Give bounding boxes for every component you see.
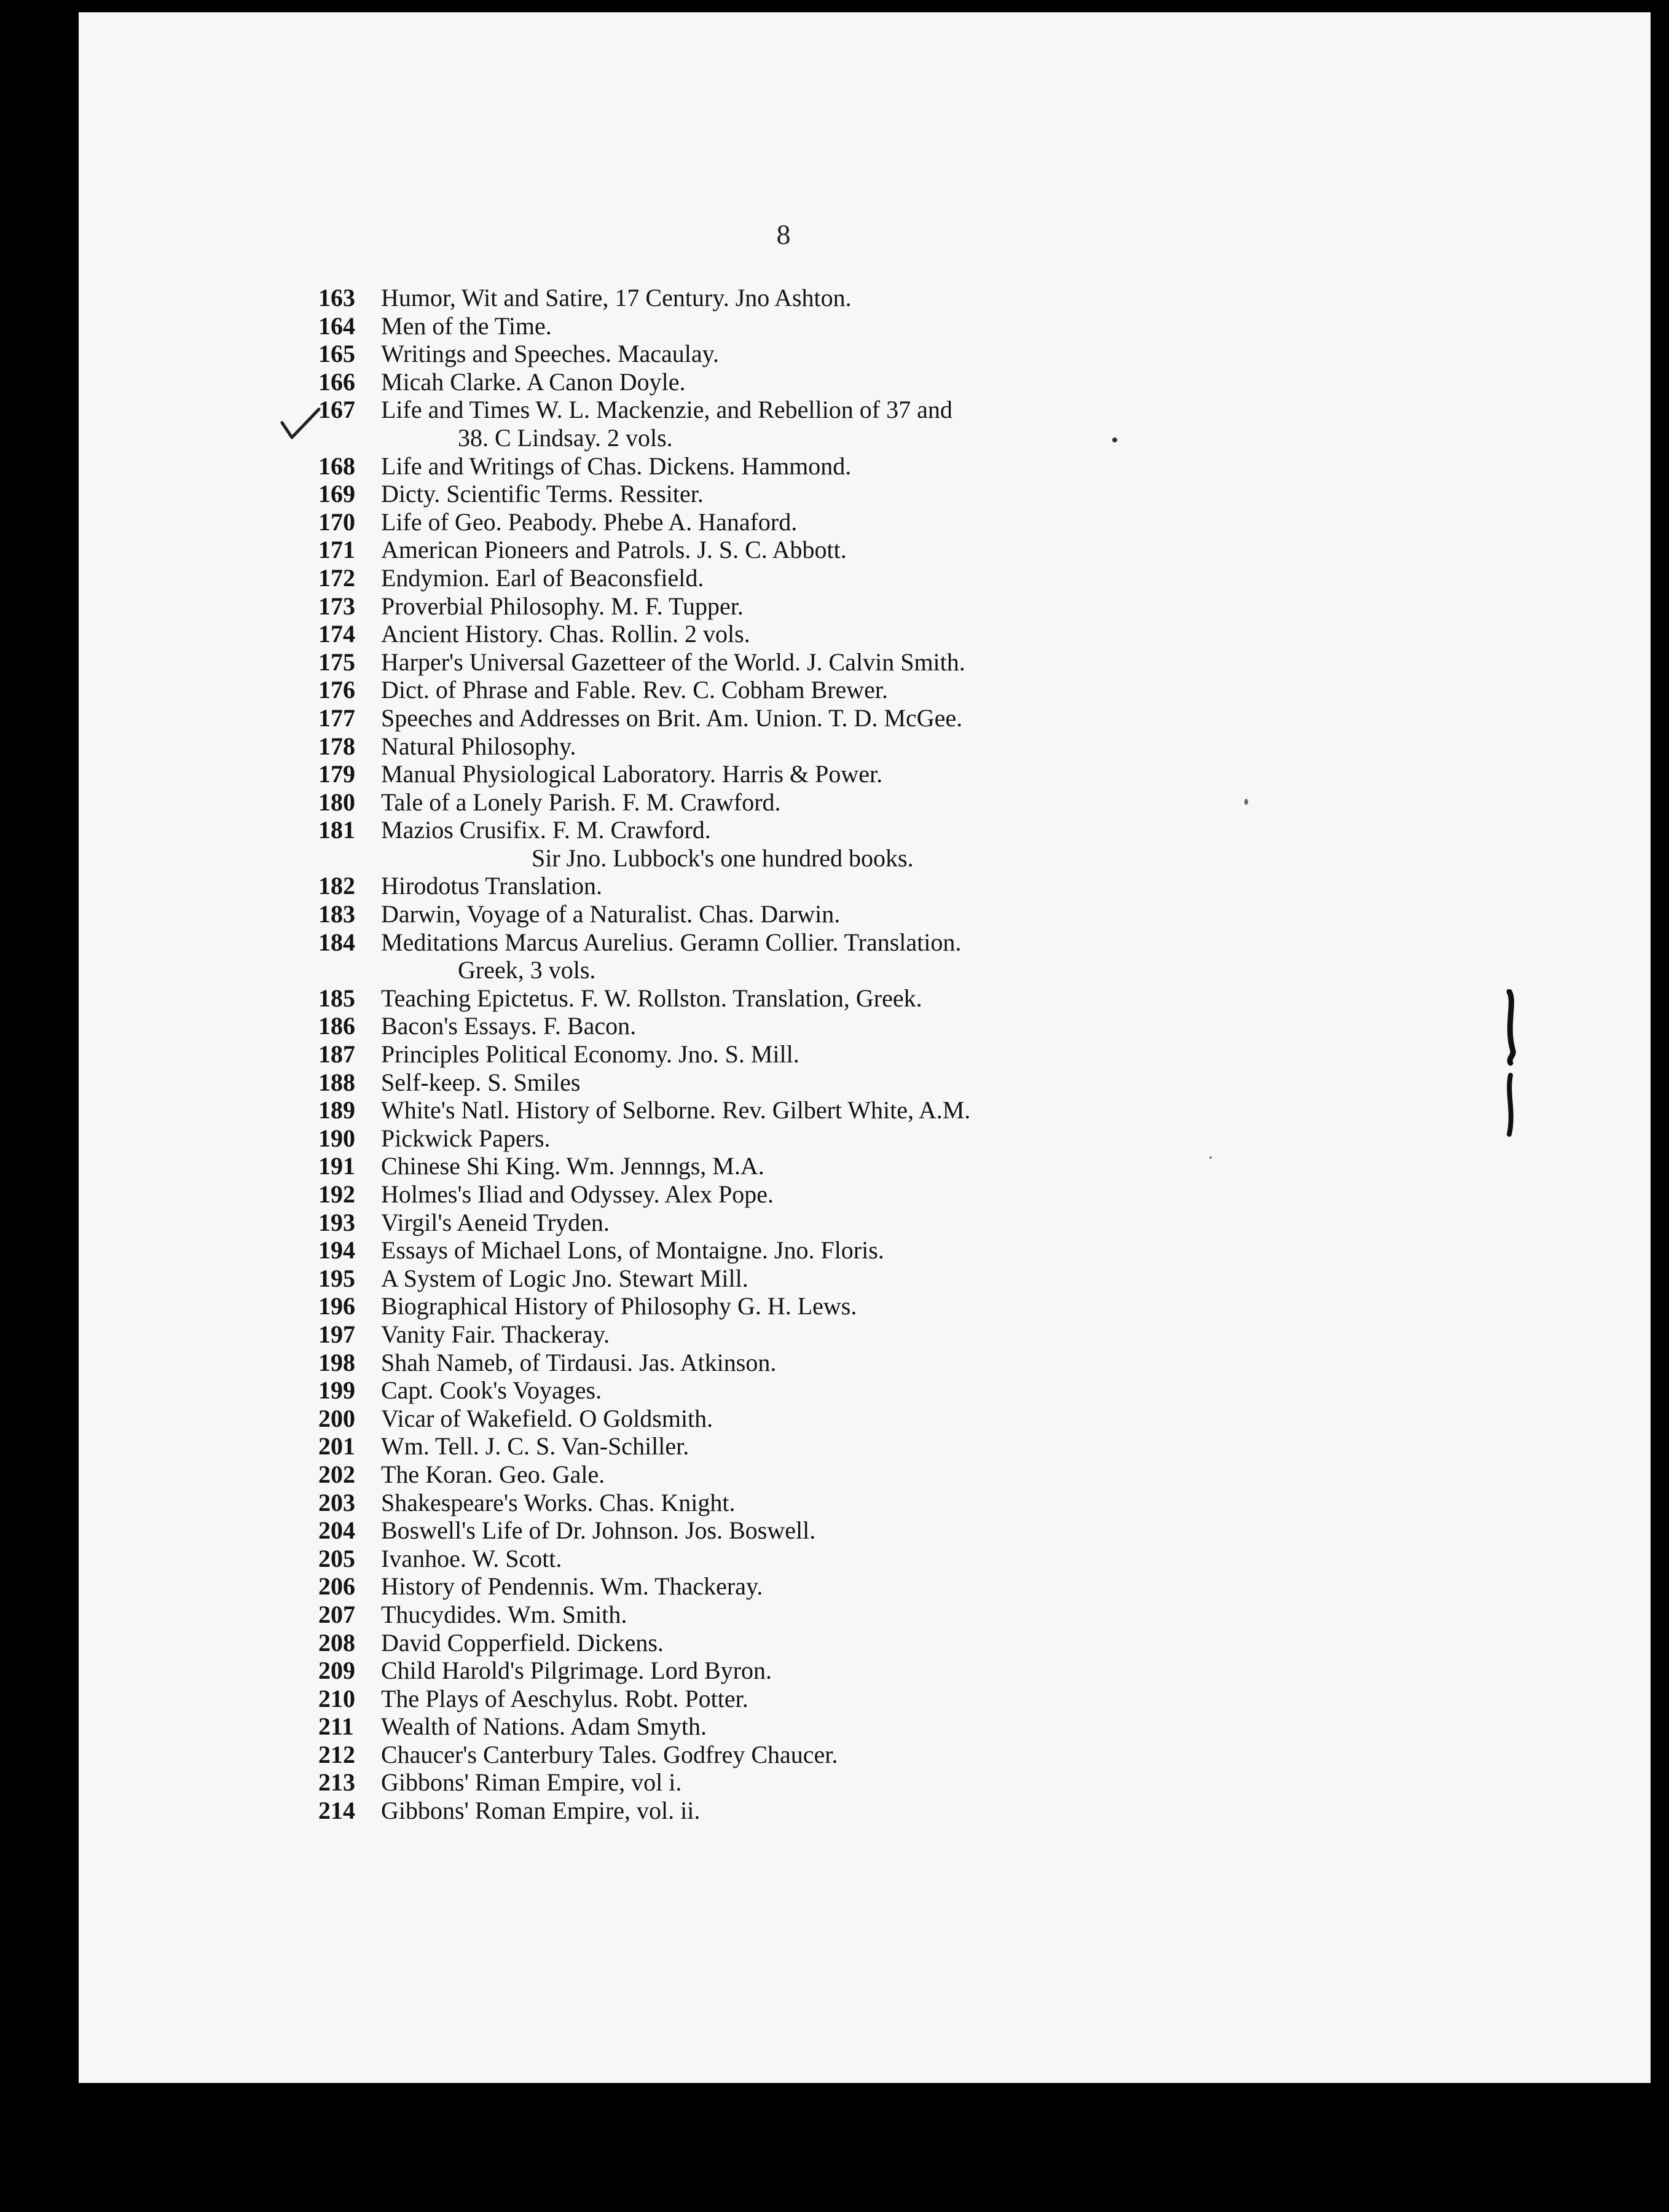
entry-title-line: Life and Writings of Chas. Dickens. Hammond.: [381, 452, 852, 480]
entry-title-line: History of Pendennis. Wm. Thackeray.: [381, 1572, 763, 1601]
catalogue-entry: [307, 1545, 1266, 1573]
entry-text: [381, 1069, 1266, 1097]
catalogue-entry: [307, 900, 1266, 928]
entry-number: 177: [318, 704, 355, 732]
entry-text: [381, 1629, 1266, 1657]
entry-text: [381, 1180, 1266, 1209]
entry-number: 190: [318, 1124, 355, 1152]
entry-title-line: Endymion. Earl of Beaconsfield.: [381, 563, 704, 592]
entry-text: [381, 1712, 1266, 1741]
entry-title-line: Natural Philosophy.: [381, 732, 576, 760]
entry-title-line: Gibbons' Roman Empire, vol. ii.: [381, 1797, 701, 1825]
entry-text: [381, 1096, 1266, 1124]
entry-title-line: Capt. Cook's Voyages.: [381, 1376, 602, 1405]
catalogue-entry: [307, 676, 1266, 704]
entry-title-line: Wm. Tell. J. C. S. Van-Schiller.: [381, 1432, 689, 1461]
entry-title-line: Biographical History of Philosophy G. H. Lews.: [381, 1292, 857, 1320]
entry-number: 179: [318, 760, 355, 788]
entry-title-line: Thucydides. Wm. Smith.: [381, 1600, 627, 1628]
entry-title-line: Vanity Fair. Thackeray.: [381, 1320, 610, 1348]
catalogue-entry: [307, 1601, 1266, 1629]
ink-speck: [1209, 1156, 1212, 1159]
entry-number: 200: [318, 1404, 355, 1432]
entry-title-line: Proverbial Philosophy. M. F. Tupper.: [381, 592, 744, 620]
entry-number: 184: [318, 928, 355, 956]
entry-number: 192: [318, 1180, 355, 1208]
catalogue-entry: [307, 1797, 1266, 1825]
entry-number: 169: [318, 480, 355, 508]
entry-title-line: Men of the Time.: [381, 312, 552, 340]
entry-text: [381, 1489, 1266, 1517]
entry-text: [381, 368, 1266, 396]
entry-number: 166: [318, 367, 355, 396]
entry-number: 212: [318, 1740, 355, 1768]
entry-number: 201: [318, 1432, 355, 1461]
page-number: 8: [776, 219, 791, 250]
entry-text: [381, 592, 1266, 621]
catalogue-entry: [307, 928, 1266, 984]
entry-text: [381, 620, 1266, 648]
entry-number: 165: [318, 340, 355, 368]
entry-number: 210: [318, 1684, 355, 1712]
entry-text: [381, 1040, 1266, 1069]
entry-number: 175: [318, 648, 355, 676]
entry-text: [381, 1797, 1266, 1825]
entry-title-line: Ancient History. Chas. Rollin. 2 vols.: [381, 620, 750, 648]
entry-number: 172: [318, 563, 355, 592]
entry-text: [381, 1685, 1266, 1713]
entry-title-line: Mazios Crusifix. F. M. Crawford.: [381, 816, 711, 844]
section-heading: Sir Jno. Lubbock's one hundred books.: [532, 844, 914, 872]
entry-number: 180: [318, 788, 355, 816]
entry-title-line: Vicar of Wakefield. O Goldsmith.: [381, 1404, 713, 1432]
entry-number: 211: [318, 1712, 354, 1741]
margin-ink-marks: [1499, 989, 1524, 1137]
entry-title-line: Meditations Marcus Aurelius. Geramn Collier. Translation.: [381, 928, 962, 956]
catalogue-entry: [307, 1572, 1266, 1601]
entry-number: 183: [318, 900, 355, 928]
catalogue-entry: [307, 1712, 1266, 1741]
entry-title-line: Self-keep. S. Smiles: [381, 1068, 581, 1096]
entry-title-line: Life and Times W. L. Mackenzie, and Rebellion of 37 and: [381, 396, 952, 424]
entry-text: [381, 676, 1266, 704]
catalogue-entry: [307, 284, 1266, 312]
entry-number: 209: [318, 1657, 355, 1685]
entry-number: 194: [318, 1236, 355, 1265]
entry-text: [381, 816, 1266, 844]
entry-title-line: Shah Nameb, of Tirdausi. Jas. Atkinson.: [381, 1348, 777, 1376]
entry-title-line: Tale of a Lonely Parish. F. M. Crawford.: [381, 788, 781, 816]
catalogue-entry: [307, 368, 1266, 396]
catalogue-entry: [307, 564, 1266, 592]
catalogue-entry: [307, 1265, 1266, 1293]
catalogue-entry: [307, 816, 1266, 844]
entry-text: [381, 396, 1266, 452]
entry-number: 197: [318, 1320, 355, 1348]
catalogue-entry: [307, 1405, 1266, 1433]
entry-number: 195: [318, 1264, 355, 1292]
entry-text: [381, 1741, 1266, 1769]
catalogue-entry: [307, 1209, 1266, 1237]
entry-title-line: Holmes's Iliad and Odyssey. Alex Pope.: [381, 1180, 774, 1208]
entry-text: [381, 1236, 1266, 1265]
catalogue-entry: [307, 312, 1266, 340]
catalogue-entry: [307, 1180, 1266, 1209]
entry-text: [381, 536, 1266, 564]
catalogue-entry: [307, 1040, 1266, 1069]
entry-number: 193: [318, 1208, 355, 1236]
catalogue-entry: [307, 1236, 1266, 1265]
entry-number: 208: [318, 1628, 355, 1657]
entry-title-line: Boswell's Life of Dr. Johnson. Jos. Boswell.: [381, 1516, 816, 1545]
entry-number: 214: [318, 1797, 355, 1825]
entry-title-line: Shakespeare's Works. Chas. Knight.: [381, 1488, 736, 1516]
entry-text: [381, 1432, 1266, 1461]
entry-number: 213: [318, 1768, 355, 1797]
entry-text: [381, 872, 1266, 900]
entry-title-line: Teaching Epictetus. F. W. Rollston. Translation, Greek.: [381, 984, 922, 1012]
entry-title-line: Essays of Michael Lons, of Montaigne. Jno. Floris.: [381, 1236, 884, 1265]
entry-title-line: Speeches and Addresses on Brit. Am. Union. T. D. McGee.: [381, 704, 963, 732]
entry-title-line: Wealth of Nations. Adam Smyth.: [381, 1712, 707, 1741]
catalogue-entry: [307, 1461, 1266, 1489]
entry-text: [381, 928, 1266, 984]
entry-title-line: Child Harold's Pilgrimage. Lord Byron.: [381, 1657, 772, 1685]
entry-text: [381, 1209, 1266, 1237]
entry-number: 174: [318, 620, 355, 648]
entry-number: 167: [318, 396, 355, 424]
entry-text: [381, 1572, 1266, 1601]
entry-number: 198: [318, 1348, 355, 1376]
entry-title-line: The Koran. Geo. Gale.: [381, 1460, 605, 1488]
entry-title-line: White's Natl. History of Selborne. Rev. Gilbert White, A.M.: [381, 1096, 971, 1124]
entry-title-line: American Pioneers and Patrols. J. S. C. Abbott.: [381, 536, 847, 564]
entry-text: [381, 1265, 1266, 1293]
catalogue-entry: [307, 1432, 1266, 1461]
entry-text: [381, 1657, 1266, 1685]
entry-title-line: Chaucer's Canterbury Tales. Godfrey Chaucer.: [381, 1740, 838, 1768]
catalogue-entry: [307, 536, 1266, 564]
catalogue-entry: [307, 1516, 1266, 1545]
entry-number: 196: [318, 1292, 355, 1320]
catalogue-entry: [307, 592, 1266, 621]
catalogue-entry: [307, 452, 1266, 480]
entry-title-line: Ivanhoe. W. Scott.: [381, 1544, 562, 1572]
entry-number: 186: [318, 1012, 355, 1040]
catalogue-entry: [307, 1096, 1266, 1124]
entry-text: [381, 480, 1266, 508]
entry-text: [381, 1292, 1266, 1320]
entry-text: [381, 564, 1266, 592]
entry-text: [381, 648, 1266, 677]
entry-title-line: Pickwick Papers.: [381, 1124, 551, 1152]
entry-number: 168: [318, 452, 355, 480]
entry-text: [381, 844, 1266, 873]
entry-text: [381, 900, 1266, 928]
catalogue-entry: [307, 760, 1266, 788]
entry-title-line: Dict. of Phrase and Fable. Rev. C. Cobham Brewer.: [381, 676, 889, 704]
entry-number: 181: [318, 816, 355, 844]
entry-number: 191: [318, 1152, 355, 1180]
entry-text: [381, 984, 1266, 1013]
catalogue-entry: [307, 1069, 1266, 1097]
entry-text: [381, 732, 1266, 761]
entry-title-line: Micah Clarke. A Canon Doyle.: [381, 367, 686, 396]
entry-title-line: Harper's Universal Gazetteer of the World. J. Calvin Smith.: [381, 648, 965, 676]
catalogue-entry: [307, 340, 1266, 368]
entry-text: [381, 452, 1266, 480]
entry-text: [381, 788, 1266, 817]
entry-title-line: The Plays of Aeschylus. Robt. Potter.: [381, 1684, 748, 1712]
entry-text: [381, 1768, 1266, 1797]
entry-text: [381, 340, 1266, 368]
catalogue-entry: [307, 396, 1266, 452]
entry-number: 176: [318, 676, 355, 704]
catalogue-entry: [307, 1657, 1266, 1685]
catalogue-entry: [307, 1685, 1266, 1713]
catalogue-entry: [307, 788, 1266, 817]
catalogue-entry: [307, 1292, 1266, 1320]
entry-number: 163: [318, 284, 355, 312]
entry-text: [381, 508, 1266, 536]
catalogue-entry: [307, 1376, 1266, 1405]
entry-continuation-line: Greek, 3 vols.: [458, 956, 596, 984]
entry-title-line: Darwin, Voyage of a Naturalist. Chas. Darwin.: [381, 900, 841, 928]
entry-number: 203: [318, 1488, 355, 1516]
entry-number: 207: [318, 1600, 355, 1628]
entry-number: 170: [318, 508, 355, 536]
catalogue-entry: [307, 1349, 1266, 1377]
entry-text: [381, 312, 1266, 340]
catalogue-entry: [307, 984, 1266, 1013]
catalogue-entry: [307, 1741, 1266, 1769]
entry-title-line: Life of Geo. Peabody. Phebe A. Hanaford.: [381, 508, 798, 536]
entry-text: [381, 760, 1266, 788]
entry-text: [381, 1461, 1266, 1489]
entry-text: [381, 704, 1266, 732]
entry-text: [381, 1152, 1266, 1180]
entry-number: 202: [318, 1460, 355, 1488]
entry-number: 178: [318, 732, 355, 760]
entry-number: 188: [318, 1068, 355, 1096]
ink-speck: [1112, 437, 1117, 442]
entry-number: 171: [318, 536, 355, 564]
entry-text: [381, 1320, 1266, 1349]
catalogue-entry: [307, 1489, 1266, 1517]
entry-title-line: Writings and Speeches. Macaulay.: [381, 340, 720, 368]
ink-speck: [1244, 799, 1248, 805]
catalogue-entry: [307, 872, 1266, 900]
entry-number: 205: [318, 1544, 355, 1572]
entry-continuation-line: 38. C Lindsay. 2 vols.: [458, 423, 673, 452]
entry-text: [381, 1405, 1266, 1433]
catalogue-list: [307, 284, 1266, 1825]
entry-text: [381, 1124, 1266, 1153]
entry-title-line: Virgil's Aeneid Tryden.: [381, 1208, 610, 1236]
entry-title-line: Hirodotus Translation.: [381, 872, 603, 900]
entry-text: [381, 284, 1266, 312]
catalogue-entry: [307, 508, 1266, 536]
entry-number: 187: [318, 1040, 355, 1069]
catalogue-entry: [307, 620, 1266, 648]
entry-number: 185: [318, 984, 355, 1012]
entry-number: 206: [318, 1572, 355, 1601]
entry-text: [381, 1516, 1266, 1545]
entry-number: 204: [318, 1516, 355, 1545]
entry-title-line: Dicty. Scientific Terms. Ressiter.: [381, 480, 704, 508]
entry-number: 199: [318, 1376, 355, 1405]
entry-number: 173: [318, 592, 355, 620]
entry-text: [381, 1601, 1266, 1629]
entry-text: [381, 1545, 1266, 1573]
entry-text: [381, 1012, 1266, 1040]
catalogue-entry: [307, 1124, 1266, 1153]
entry-number: 164: [318, 312, 355, 340]
entry-title-line: A System of Logic Jno. Stewart Mill.: [381, 1264, 748, 1292]
catalogue-entry: [307, 1152, 1266, 1180]
catalogue-entry: [307, 1320, 1266, 1349]
catalogue-entry: [307, 704, 1266, 732]
catalogue-entry: [307, 732, 1266, 761]
entry-title-line: Humor, Wit and Satire, 17 Century. Jno Ashton.: [381, 284, 852, 312]
entry-number: 182: [318, 872, 355, 900]
entry-title-line: Bacon's Essays. F. Bacon.: [381, 1012, 637, 1040]
catalogue-entry: [307, 1012, 1266, 1040]
entry-title-line: Gibbons' Riman Empire, vol i.: [381, 1768, 682, 1797]
catalogue-entry: [307, 844, 1266, 873]
entry-title-line: David Copperfield. Dickens.: [381, 1628, 664, 1657]
entry-title-line: Manual Physiological Laboratory. Harris & Power.: [381, 760, 883, 788]
catalogue-entry: [307, 480, 1266, 508]
entry-number: 189: [318, 1096, 355, 1124]
catalogue-entry: [307, 1629, 1266, 1657]
entry-text: [381, 1349, 1266, 1377]
entry-title-line: Principles Political Economy. Jno. S. Mill.: [381, 1040, 799, 1069]
entry-text: [381, 1376, 1266, 1405]
catalogue-entry: [307, 648, 1266, 677]
entry-title-line: Chinese Shi King. Wm. Jennngs, M.A.: [381, 1152, 764, 1180]
catalogue-entry: [307, 1768, 1266, 1797]
